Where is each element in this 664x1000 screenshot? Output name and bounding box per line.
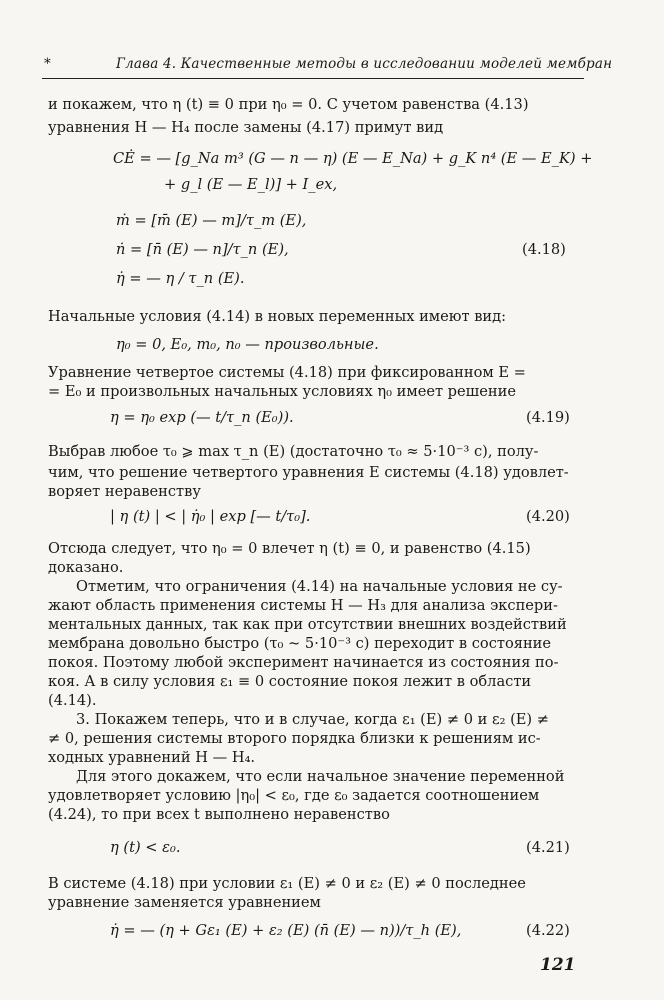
equation-line: η₀ = 0, E₀, m₀, n₀ — произвольные.: [116, 336, 379, 353]
text-line: Выбрав любое τ₀ ⩾ max τ_n (E) (достаточно τ₀ ≈ 5·10⁻³ с), полу-: [48, 443, 539, 460]
header-rule: [42, 78, 584, 79]
text-line: уравнение заменяется уравнением: [48, 894, 321, 911]
text-line: коя. А в силу условия ε₁ ≡ 0 состояние покоя лежит в области: [48, 673, 532, 690]
text-line: чим, что решение четвертого уравнения E системы (4.18) удовлет-: [48, 464, 569, 481]
equation-line: η (t) < ε₀.: [110, 839, 181, 856]
text-line: = E₀ и произвольных начальных условиях η₀ имеет решение: [48, 383, 516, 400]
text-line: ментальных данных, так как при отсутствии внешних воздействий: [48, 616, 567, 633]
header-mark: *: [44, 56, 51, 72]
equation-line: η̇ = — (η + Gε₁ (E) + ε₂ (E) (n̄ (E) — n))/τ_h (E),: [110, 922, 462, 939]
text-line: Отметим, что ограничения (4.14) на начальные условия не су-: [76, 578, 563, 595]
running-head: Глава 4. Качественные методы в исследовании моделей мембран: [116, 56, 613, 72]
text-line: мембрана довольно быстро (τ₀ ~ 5·10⁻³ с) переходит в состояние: [48, 635, 552, 652]
text-line: уравнения H — H₄ после замены (4.17) примут вид: [48, 119, 444, 136]
text-line: воряет неравенству: [48, 483, 201, 500]
text-line: Отсюда следует, что η₀ = 0 влечет η (t) ≡ 0, и равенство (4.15): [48, 540, 531, 557]
equation-line: | η (t) | < | η̇₀ | exp [— t/τ₀].: [110, 508, 311, 525]
equation-line: + g_l (E — E_l)] + I_ex,: [164, 176, 338, 193]
text-line: Для этого докажем, что если начальное значение переменной: [76, 768, 565, 785]
equation-line: η = η₀ exp (— t/τ_n (E₀)).: [110, 409, 294, 426]
text-line: Уравнение четвертое системы (4.18) при фиксированном E =: [48, 364, 526, 381]
text-line: доказано.: [48, 559, 124, 576]
equation-number: (4.22): [526, 922, 570, 939]
equation-number: (4.20): [526, 508, 570, 525]
equation-number: (4.19): [526, 409, 570, 426]
equation-line: η̇ = — η / τ_n (E).: [116, 270, 245, 287]
text-line: Начальные условия (4.14) в новых переменных имеют вид:: [48, 308, 507, 325]
text-line: ≠ 0, решения системы второго порядка близки к решениям ис-: [48, 730, 541, 747]
text-line: (4.14).: [48, 692, 97, 709]
text-line: (4.24), то при всех t выполнено неравенство: [48, 806, 390, 823]
text-line: и покажем, что η (t) ≡ 0 при η₀ = 0. С учетом равенства (4.13): [48, 96, 529, 113]
equation-line: CĖ = — [g_Na m³ (G — n — η) (E — E_Na) + g_K n⁴ (E — E_K) +: [113, 150, 593, 167]
text-line: удовлетворяет условию |η₀| < ε₀, где ε₀ задается соотношением: [48, 787, 540, 804]
equation-line: ṅ = [n̄ (E) — n]/τ_n (E),: [116, 241, 289, 258]
text-line: В системе (4.18) при условии ε₁ (E) ≠ 0 и ε₂ (E) ≠ 0 последнее: [48, 875, 526, 892]
text-line: покоя. Поэтому любой эксперимент начинается из состояния по-: [48, 654, 559, 671]
page-number: 121: [540, 955, 576, 975]
text-line: жают область применения системы H — H₃ для анализа экспери-: [48, 597, 558, 614]
equation-line: ṁ = [m̄ (E) — m]/τ_m (E),: [116, 212, 307, 229]
text-line: 3. Покажем теперь, что и в случае, когда ε₁ (E) ≠ 0 и ε₂ (E) ≠: [76, 711, 549, 728]
equation-number: (4.21): [526, 839, 570, 856]
text-line: ходных уравнений H — H₄.: [48, 749, 256, 766]
equation-number: (4.18): [522, 241, 566, 258]
